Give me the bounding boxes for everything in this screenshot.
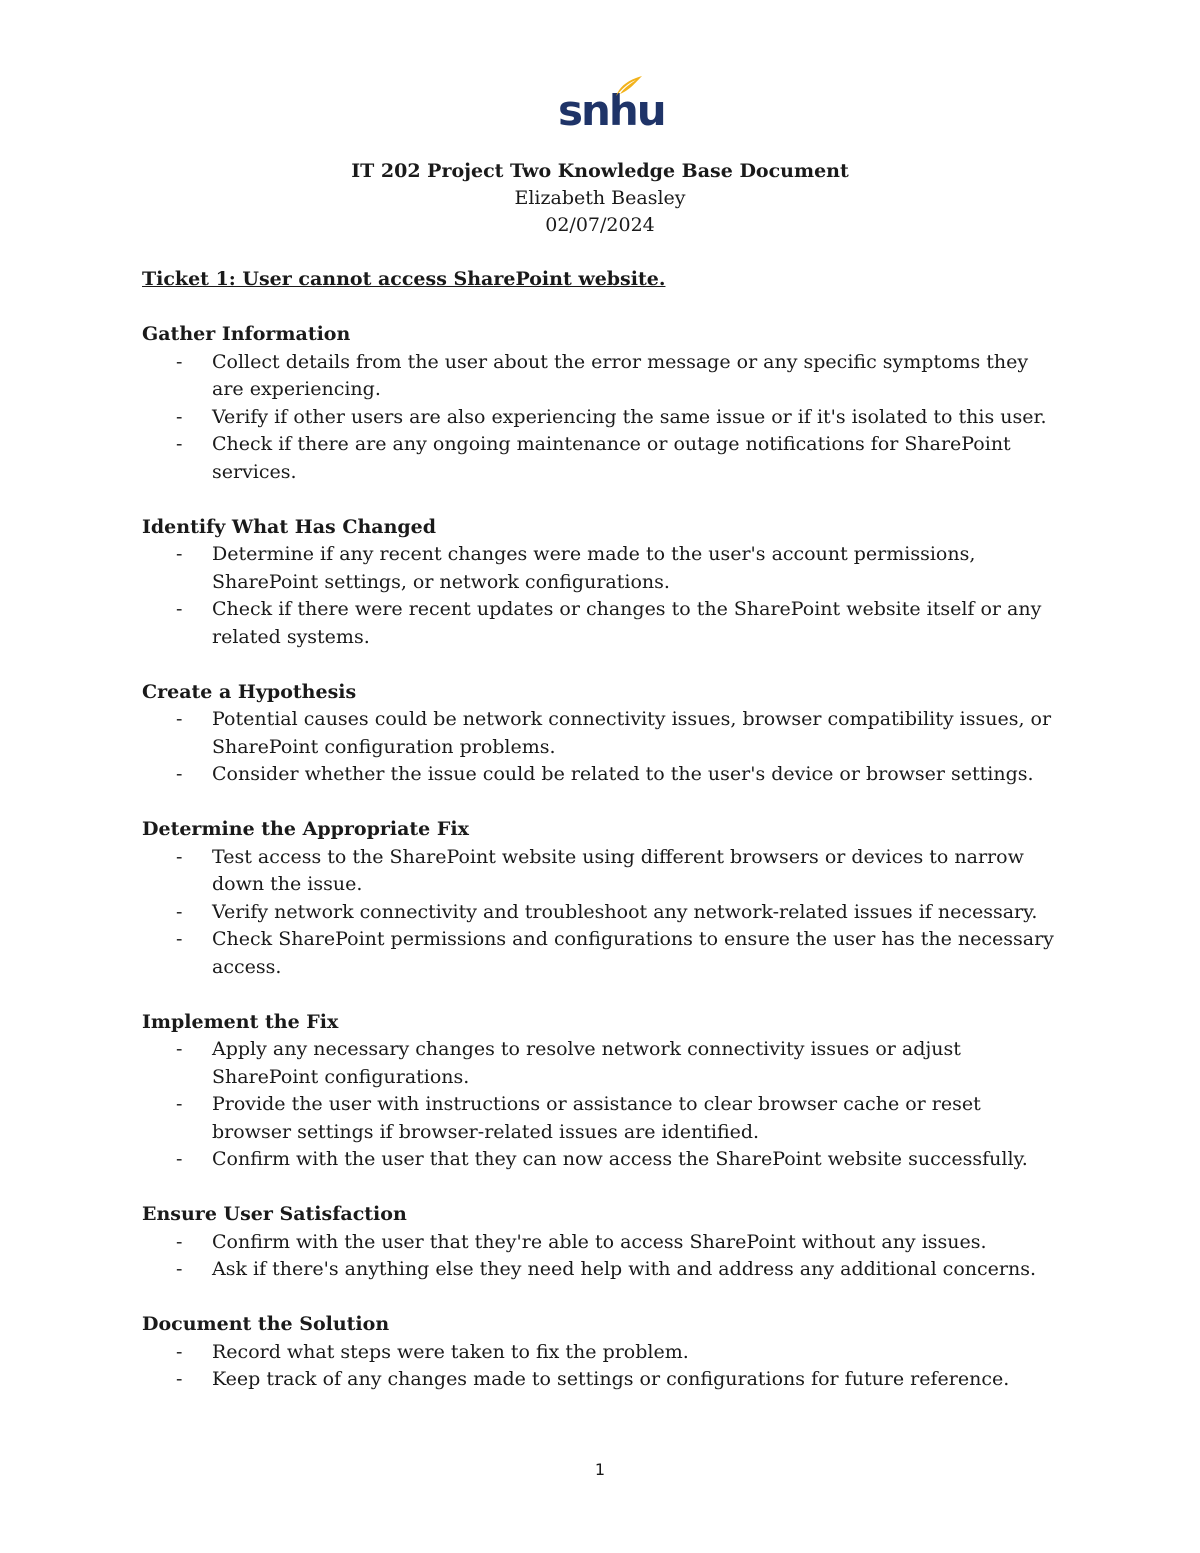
step-list <box>142 541 1062 651</box>
section-heading: Gather Information <box>142 323 351 345</box>
list-item-text: Apply any necessary changes to resolve network connectivity issues or adjust SharePoint configurations. <box>212 1038 961 1088</box>
section-heading: Implement the Fix <box>142 1010 339 1033</box>
document-date: 02/07/2024 <box>545 214 655 236</box>
bullet-dash: - <box>176 1038 183 1060</box>
list-item-text: Check SharePoint permissions and configurations to ensure the user has the necessary access. <box>212 928 1054 978</box>
list-item-text: Record what steps were taken to fix the problem. <box>212 1340 689 1363</box>
list-item-text: Keep track of any changes made to settings or configurations for future reference. <box>212 1368 1010 1390</box>
list-item <box>142 926 1062 981</box>
step-list <box>142 1229 1062 1284</box>
step-list <box>142 844 1062 982</box>
list-item-text: Provide the user with instructions or assistance to clear browser cache or reset browser settings if browser-related issues are identified. <box>212 1093 981 1143</box>
section-heading: Document the Solution <box>142 1313 390 1335</box>
ticket-heading: Ticket 1: User cannot access SharePoint website. <box>142 268 666 290</box>
flame-leaf-icon <box>614 74 644 98</box>
section-heading: Identify What Has Changed <box>142 515 437 538</box>
step-list <box>142 349 1062 487</box>
list-item <box>142 1339 1062 1367</box>
list-item-text: Verify network connectivity and troubleshoot any network-related issues if necessary. <box>212 900 1038 923</box>
bullet-dash: - <box>176 1148 183 1170</box>
list-item <box>142 1091 1062 1146</box>
bullet-dash: - <box>176 928 183 950</box>
list-item <box>142 349 1062 404</box>
list-item-text: Collect details from the user about the error message or any specific symptoms they are experiencing. <box>212 350 1029 400</box>
list-item-text: Potential causes could be network connectivity issues, browser compatibility issues, or SharePoint configuration problems. <box>212 708 1052 758</box>
bullet-dash: - <box>176 1340 183 1363</box>
list-item <box>142 844 1062 899</box>
list-item <box>142 1229 1062 1257</box>
bullet-dash: - <box>176 708 183 730</box>
section-heading: Create a Hypothesis <box>142 680 357 703</box>
bullet-dash: - <box>176 350 183 373</box>
section-heading: Determine the Appropriate Fix <box>142 818 469 840</box>
list-item-text: Confirm with the user that they can now access the SharePoint website successfully. <box>212 1148 1028 1170</box>
bullet-dash: - <box>176 1258 183 1280</box>
list-item <box>142 706 1062 761</box>
bullet-dash: - <box>176 543 183 565</box>
bullet-dash: - <box>176 845 183 868</box>
bullet-dash: - <box>176 900 183 923</box>
list-item-text: Test access to the SharePoint website using different browsers or devices to narrow down the issue. <box>212 845 1024 895</box>
author-name: Elizabeth Beasley <box>514 187 686 209</box>
step-list <box>142 706 1062 789</box>
bullet-dash: - <box>176 1230 183 1253</box>
list-item-text: Verify if other users are also experiencing the same issue or if it's isolated to this user. <box>212 405 1047 428</box>
list-item-text: Ask if there's anything else they need help with and address any additional concerns. <box>212 1258 1036 1280</box>
list-item <box>142 1256 1062 1284</box>
document-body <box>142 266 1062 1421</box>
list-item <box>142 899 1062 927</box>
logo-text: snhu <box>558 86 665 135</box>
page-number: 1 <box>594 1460 606 1479</box>
list-item <box>142 1036 1062 1091</box>
list-item <box>142 1146 1062 1174</box>
section-heading: Ensure User Satisfaction <box>142 1203 407 1225</box>
bullet-dash: - <box>176 598 183 620</box>
list-item <box>142 404 1062 432</box>
bullet-dash: - <box>176 763 183 785</box>
list-item-text: Determine if any recent changes were made to the user's account permissions, SharePoint settings, or network configurations. <box>212 543 976 593</box>
list-item <box>142 431 1062 486</box>
title-block <box>0 158 1200 239</box>
list-item <box>142 596 1062 651</box>
snhu-logo <box>558 74 665 135</box>
bullet-dash: - <box>176 1093 183 1115</box>
list-item-text: Consider whether the issue could be related to the user's device or browser settings. <box>212 763 1034 785</box>
list-item-text: Check if there are any ongoing maintenance or outage notifications for SharePoint services. <box>212 433 1011 483</box>
bullet-dash: - <box>176 433 183 455</box>
list-item-text: Check if there were recent updates or changes to the SharePoint website itself or any related systems. <box>212 598 1042 648</box>
step-list <box>142 1036 1062 1174</box>
list-item <box>142 541 1062 596</box>
list-item <box>142 761 1062 789</box>
list-item-text: Confirm with the user that they're able to access SharePoint without any issues. <box>212 1230 987 1253</box>
bullet-dash: - <box>176 1368 183 1390</box>
list-item <box>142 1366 1062 1394</box>
document-title: IT 202 Project Two Knowledge Base Document <box>351 160 849 182</box>
step-list <box>142 1339 1062 1394</box>
bullet-dash: - <box>176 405 183 428</box>
